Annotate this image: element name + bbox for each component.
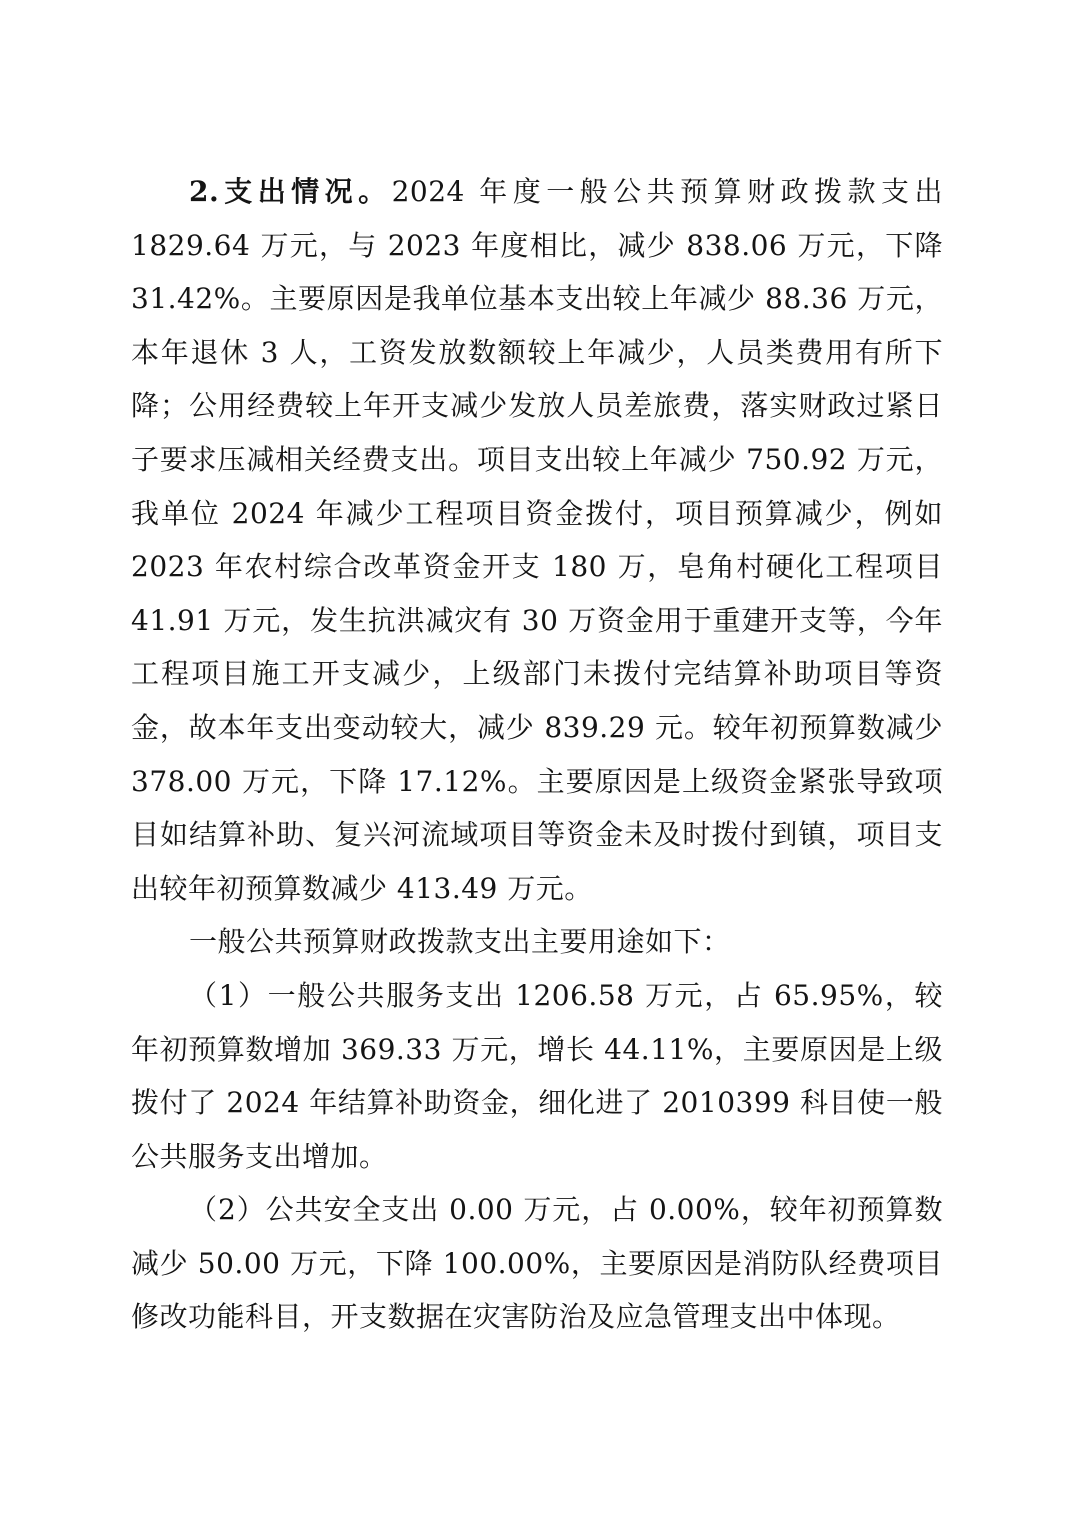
paragraph-main-uses	[131, 915, 943, 969]
document-body	[131, 165, 943, 1344]
paragraph-expenditure-overview	[131, 165, 943, 915]
section-heading: 2.支出情况。	[189, 175, 392, 208]
paragraph-text: （2）公共安全支出 0.00 万元，占 0.00%，较年初预算数减少 50.00 万元，下降 100.00%，主要原因是消防队经费项目修改功能科目，开支数据在灾害防治及应急管理支出中体现。	[131, 1193, 943, 1334]
paragraph-text: 2024 年度一般公共预算财政拨款支出 1829.64 万元，与 2023 年度相比，减少 838.06 万元，下降 31.42%。主要原因是我单位基本支出较上年减少 88.36 万元，本年退休 3 人，工资发放数额较上年减少，人员类费用有所下降；公用经费较上年开支减少发放人员差旅费，落实财政过紧日子要求压减相关经费支出。项目支出较上年减少 750.92 万元，我单位 2024 年减少工程项目资金拨付，项目预算减少，例如 2023 年农村综合改革资金开支 180 万，皂角村硬化工程项目 41.91 万元，发生抗洪减灾有 30 万资金用于重建开支等，今年工程项目施工开支减少，上级部门未拨付完结算补助项目等资金，故本年支出变动较大，减少 839.29 元。较年初预算数减少 378.00 万元，下降 17.12%。主要原因是上级资金紧张导致项目如结算补助、复兴河流域项目等资金未及时拨付到镇，项目支出较年初预算数减少 413.49 万元。	[131, 175, 943, 905]
paragraph-text: 一般公共预算财政拨款支出主要用途如下：	[189, 925, 731, 959]
paragraph-text: （1）一般公共服务支出 1206.58 万元，占 65.95%，较年初预算数增加 369.33 万元，增长 44.11%，主要原因是上级拨付了 2024 年结算补助资金，细化进了 2010399 科目使一般公共服务支出增加。	[131, 978, 943, 1173]
paragraph-general-public-services	[131, 969, 943, 1183]
paragraph-public-safety	[131, 1183, 943, 1344]
